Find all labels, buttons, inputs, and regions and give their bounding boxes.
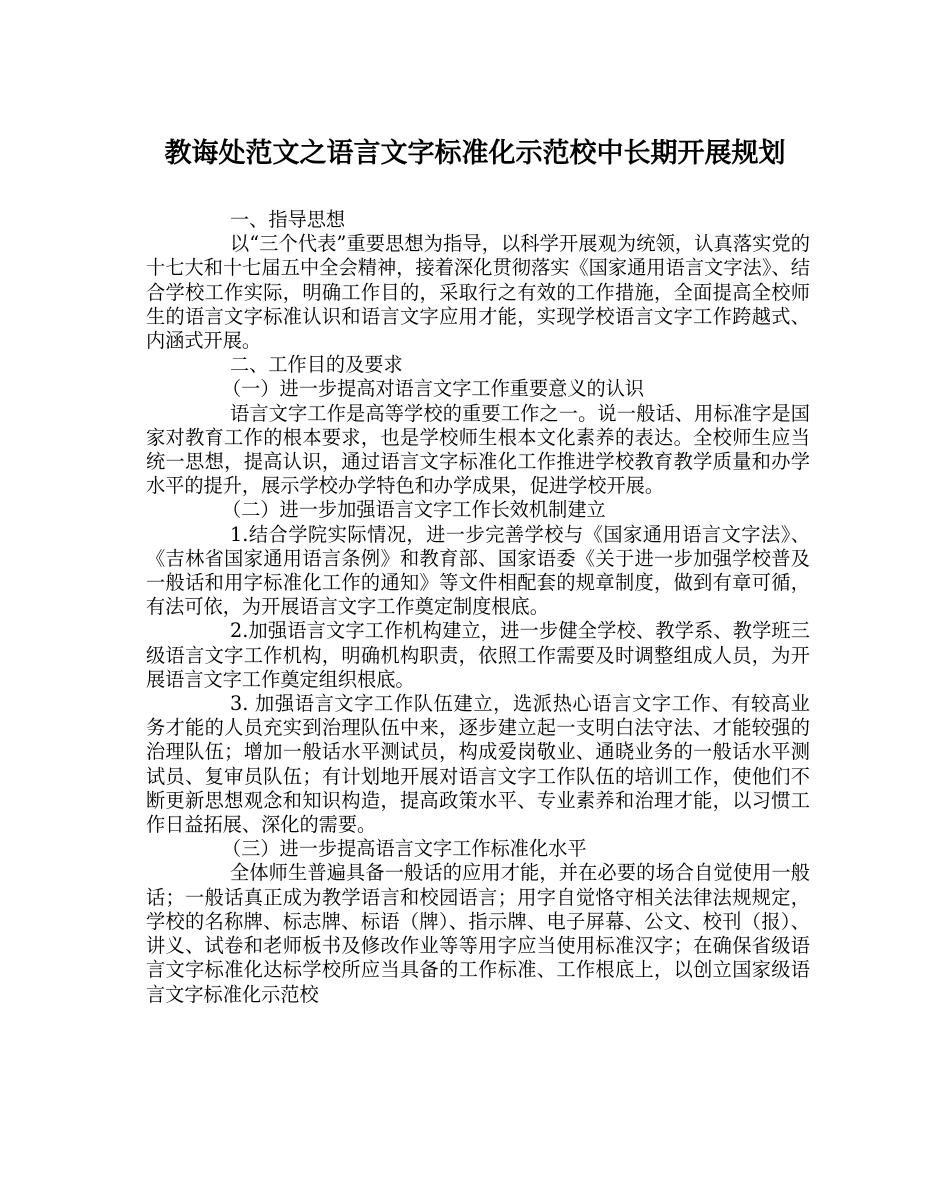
document-body	[146, 208, 810, 1007]
paragraph-item-1: 1.结合学院实际情况，进一步完善学校与《国家通用语言文字法》、《吉林省国家通用语言条例》和教育部、国家语委《关于进一步加强学校普及一般话和用字标准化工作的通知》等文件相配套的规章制度，做到有章可循，有法可依，为开展语言文字工作奠定制度根底。	[146, 522, 810, 619]
paragraph-guiding-thought: 以“三个代表”重要思想为指导，以科学开展观为统领，认真落实党的十七大和十七届五中全会精神，接着深化贯彻落实《国家通用语言文字法》、结合学校工作实际，明确工作目的，采取行之有效的工作措施，全面提高全校师生的语言文字标准认识和语言文字应用才能，实现学校语言文字工作跨越式、内涵式开展。	[146, 232, 810, 353]
section-heading-goals: 二、工作目的及要求	[230, 353, 403, 377]
paragraph-subsection-3: 全体师生普遍具备一般话的应用才能，并在必要的场合自觉使用一般话；一般话真正成为教学语言和校园语言；用字自觉恪守相关法律法规规定，学校的名称牌、标志牌、标语（牌）、指示牌、电子屏幕、公文、校刊（报）、讲义、试卷和老师板书及修改作业等等用字应当使用标准汉字；在确保省级语言文字标准化达标学校所应当具备的工作标准、工作根底上，以创立国家级语言文字标准化示范校	[146, 861, 810, 1006]
paragraph-item-2: 2.加强语言文字工作机构建立，进一步健全学校、教学系、教学班三级语言文字工作机构，明确机构职责，依照工作需要及时调整组成人员，为开展语言文字工作奠定组织根底。	[146, 619, 810, 691]
section-heading-guiding-thought: 一、指导思想	[230, 208, 346, 231]
subsection-heading-2: （二）进一步加强语言文字工作长效机制建立	[222, 498, 606, 522]
subsection-heading-3: （三）进一步提高语言文字工作标准化水平	[222, 837, 587, 861]
paragraph-item-3: 3. 加强语言文字工作队伍建立，选派热心语言文字工作、有较高业务才能的人员充实到治理队伍中来，逐步建立起一支明白法守法、才能较强的治理队伍；增加一般话水平测试员，构成爱岗敬业、通晓业务的一般话水平测试员、复审员队伍；有计划地开展对语言文字工作队伍的培训工作，使他们不断更新思想观念和知识构造，提高政策水平、专业素养和治理才能，以习惯工作日益拓展、深化的需要。	[146, 692, 810, 837]
subsection-heading-1: （一）进一步提高对语言文字工作重要意义的认识	[222, 377, 645, 401]
paragraph-subsection-1: 语言文字工作是高等学校的重要工作之一。说一般话、用标准字是国家对教育工作的根本要求，也是学校师生根本文化素养的表达。全校师生应当统一思想，提高认识，通过语言文字标准化工作推进学校教育教学质量和办学水平的提升，展示学校办学特色和办学成果，促进学校开展。	[146, 401, 810, 498]
document-title: 教诲处范文之语言文字标准化示范校中长期开展规划	[164, 138, 786, 169]
